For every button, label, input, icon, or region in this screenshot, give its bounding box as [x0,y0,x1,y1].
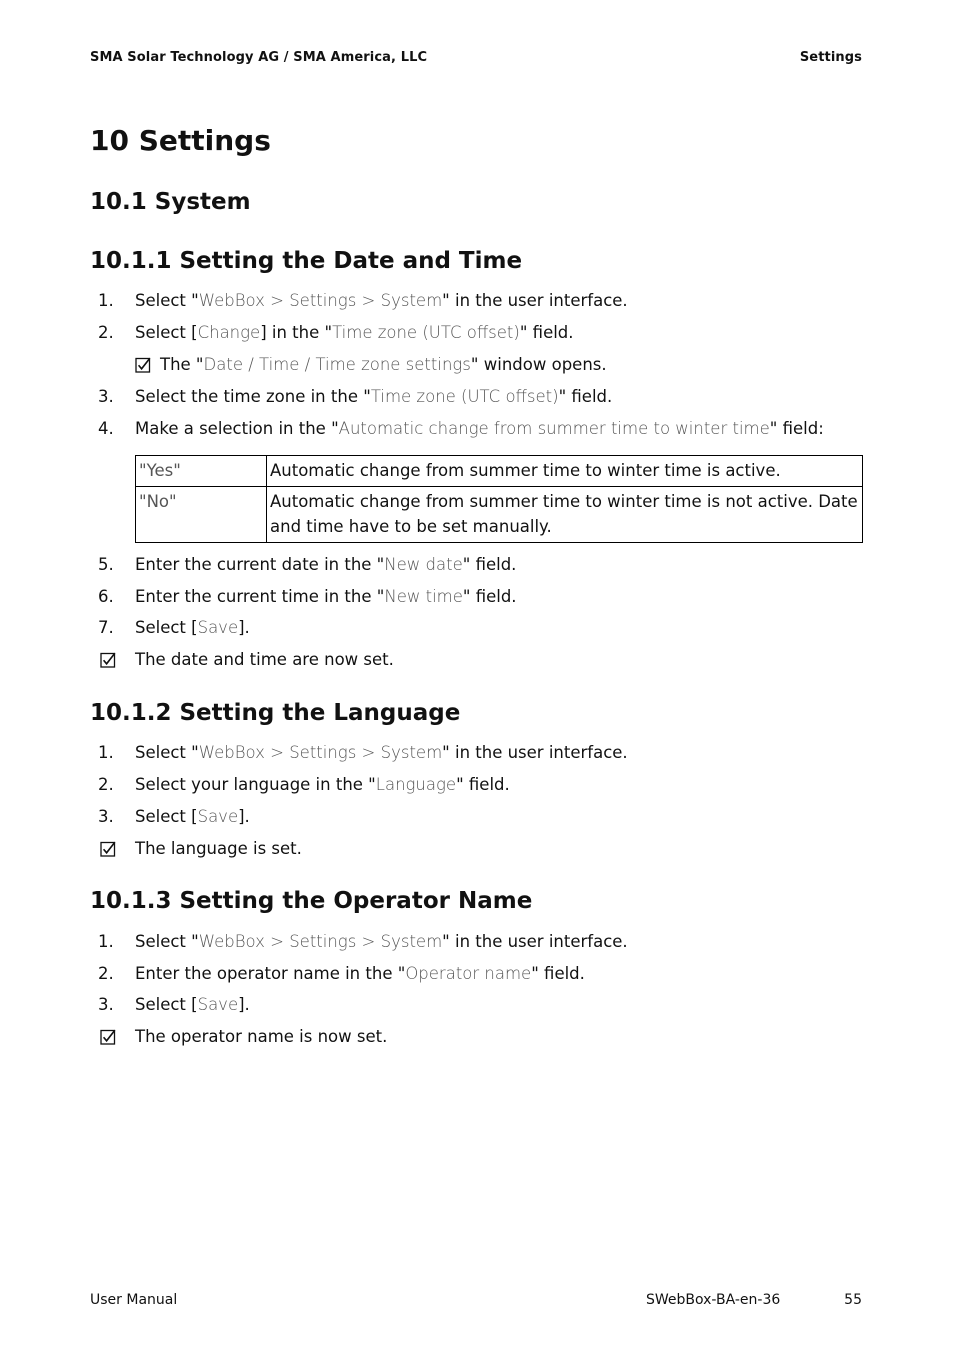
date-time-step-1: 1. Select "WebBox > Settings > System" in the user interface. [98,291,628,310]
page-number: 55 [844,1292,862,1308]
date-time-step-7: 7. Select [Save]. [98,618,250,637]
checkbox-checked-icon [100,1029,117,1046]
checkbox-checked-icon [135,357,152,374]
ui-field-name: New date [384,555,463,574]
ui-field-name: Time zone (UTC offset) [332,323,520,342]
table-row [136,456,863,487]
date-time-step-2: 2. Select [Change] in the "Time zone (UTC offset)" field. [98,323,574,342]
option-value: "Yes" [136,456,267,487]
table-row [136,487,863,543]
ui-button-name: Save [197,618,239,637]
ui-button-name: Save [197,807,239,826]
date-time-step-2-result: The "Date / Time / Time zone settings" window opens. [0,353,954,377]
ui-field-name: Language [375,775,457,794]
date-time-step-6: 6. Enter the current time in the "New time" field. [98,587,517,606]
date-time-step-4: 4. Make a selection in the "Automatic change from summer time to winter time" field: [98,419,824,438]
ui-field-name: New time [384,587,463,606]
subsection-title-date-time: 10.1.1 Setting the Date and Time [90,248,523,274]
option-description: Automatic change from summer time to winter time is active. [267,456,863,487]
ui-path: WebBox > Settings > System [198,743,443,762]
ui-window-name: Date / Time / Time zone settings [203,355,471,374]
option-description: Automatic change from summer time to winter time is not active. Date and time have to be set manually. [267,487,863,543]
date-time-result: The date and time are now set. [0,648,954,672]
ui-field-name: Operator name [405,964,532,983]
subsection-title-language: 10.1.2 Setting the Language [90,700,461,726]
ui-field-name: Time zone (UTC offset) [370,387,559,406]
option-table [135,455,863,543]
ui-field-name: Automatic change from summer time to winter time [338,419,770,438]
header-company: SMA Solar Technology AG / SMA America, LLC [90,50,428,65]
checkbox-checked-icon [100,841,117,858]
operator-result: The operator name is now set. [0,1025,954,1049]
chapter-title: 10 Settings [90,124,271,157]
ui-path: WebBox > Settings > System [198,932,443,951]
language-step-3: 3. Select [Save]. [98,807,250,826]
date-time-step-5: 5. Enter the current date in the "New date" field. [98,555,517,574]
ui-button-name: Save [197,995,239,1014]
language-step-2: 2. Select your language in the "Language" field. [98,775,510,794]
section-title: 10.1 System [90,189,251,215]
option-value: "No" [136,487,267,543]
operator-step-1: 1. Select "WebBox > Settings > System" in the user interface. [98,932,628,951]
date-time-step-3: 3. Select the time zone in the "Time zone (UTC offset)" field. [98,387,613,406]
language-result: The language is set. [0,837,954,861]
ui-button-name: Change [197,323,261,342]
footer-manual-type: User Manual [90,1292,178,1308]
language-step-1: 1. Select "WebBox > Settings > System" in the user interface. [98,743,628,762]
checkbox-checked-icon [100,652,117,669]
ui-path: WebBox > Settings > System [198,291,443,310]
subsection-title-operator: 10.1.3 Setting the Operator Name [90,888,533,914]
operator-step-2: 2. Enter the operator name in the "Operator name" field. [98,964,585,983]
footer-doc-id: SWebBox-BA-en-36 [646,1292,781,1308]
header-section: Settings [799,50,862,65]
operator-step-3: 3. Select [Save]. [98,995,250,1014]
